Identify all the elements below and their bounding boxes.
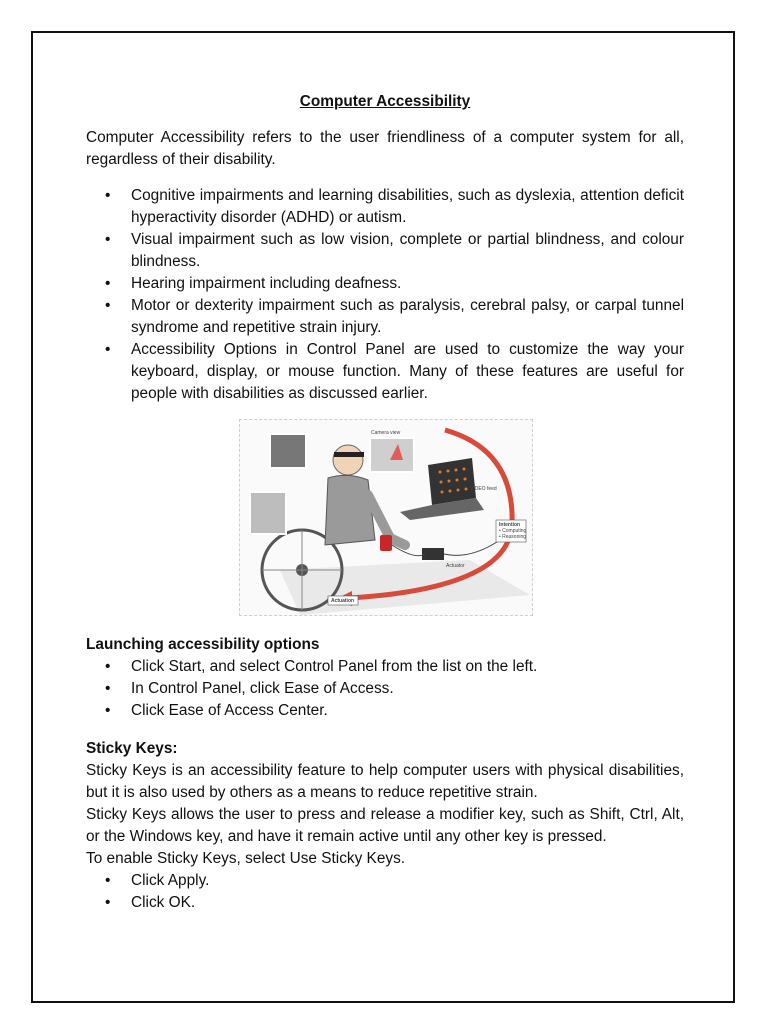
bullet-icon: • [105, 894, 111, 911]
red-device-icon [380, 535, 392, 551]
list-item: • Cognitive impairments and learning disabilities, such as dyslexia, attention deficit hyperactivity disorder (ADHD) or autism. [105, 187, 684, 226]
list-item: • Accessibility Options in Control Panel are used to customize the way your keyboard, display, or mouse function. Many of these features are useful for people with disabilities as discussed earlier. [105, 341, 684, 402]
list-item: • Click Apply. [86, 870, 684, 892]
intention-item: • Reasoning [499, 534, 527, 540]
bullet-icon: • [105, 187, 111, 204]
document-content [86, 91, 684, 914]
bullet-icon: • [105, 702, 111, 719]
list-item: • Click OK. [86, 892, 684, 914]
camera-view-inset [370, 438, 414, 472]
list-item: • Click Ease of Access Center. [86, 700, 684, 722]
video-feed-label: VIDEO feed [470, 486, 497, 492]
person-head [333, 445, 363, 475]
list-item: • Click Start, and select Control Panel from the list on the left. [86, 656, 684, 678]
bullet-icon: • [105, 658, 111, 675]
sticky-keys-steps-list [86, 870, 684, 914]
camera-view-label: Camera view [371, 430, 401, 436]
list-item: • Motor or dexterity impairment such as paralysis, cerebral palsy, or carpal tunnel syndrome and repetitive strain injury. [105, 297, 684, 336]
actuation-label: Actuation [331, 598, 355, 604]
launching-heading: Launching accessibility options [86, 636, 320, 653]
laptop-screen-icon [428, 458, 476, 505]
bullet-icon: • [105, 275, 111, 292]
bullet-icon: • [105, 680, 111, 697]
sticky-keys-paragraph: To enable Sticky Keys, select Use Sticky Keys. [86, 850, 406, 867]
glasses-photo-inset [270, 434, 306, 468]
actuator-label: Actuator [446, 563, 465, 569]
glasses-icon [334, 452, 364, 457]
sticky-keys-paragraph: Sticky Keys is an accessibility feature to help computer users with physical disabilities, but it is also used by others as a means to reduce repetitive strain. [86, 762, 684, 801]
sticky-keys-heading: Sticky Keys: [86, 740, 178, 757]
document-title: Computer Accessibility [299, 93, 471, 110]
bullet-icon: • [105, 297, 111, 314]
bullet-icon: • [105, 231, 111, 248]
list-item: • Visual impairment such as low vision, complete or partial blindness, and colour blindness. [105, 231, 684, 270]
intention-label: Intention [499, 522, 521, 528]
hand-photo-inset [250, 492, 286, 534]
sticky-keys-paragraph: Sticky Keys allows the user to press and release a modifier key, such as Shift, Ctrl, Alt, or the Windows key, and have it remain active until any other key is pressed. [86, 806, 684, 845]
bullet-icon: • [105, 341, 111, 358]
illustration-drawing [240, 420, 532, 615]
person-torso [325, 475, 375, 545]
launching-steps-list [86, 656, 684, 722]
bullet-icon: • [105, 872, 111, 889]
intention-item: • Computing [499, 528, 527, 534]
list-item: • Hearing impairment including deafness. [86, 273, 684, 295]
actuator-box-icon [422, 548, 444, 560]
disability-list [86, 185, 684, 405]
intro-paragraph: Computer Accessibility refers to the user friendliness of a computer system for all, regardless of their disability. [86, 129, 684, 168]
list-item: • In Control Panel, click Ease of Access. [86, 678, 684, 700]
accessibility-illustration [239, 419, 533, 616]
document-page [31, 31, 735, 1003]
